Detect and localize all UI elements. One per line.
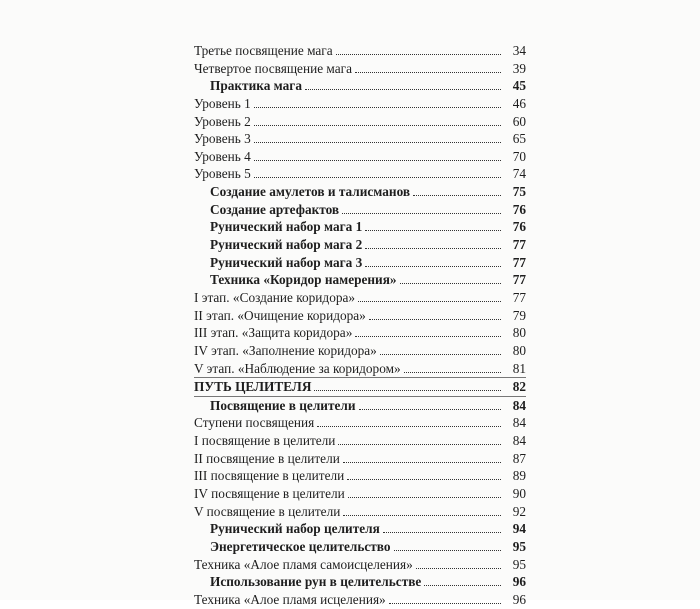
dot-leader: [389, 602, 501, 604]
dot-leader: [424, 584, 501, 586]
toc-page-number: 89: [512, 468, 526, 484]
toc-entry[interactable]: [194, 556, 526, 574]
dot-leader: [416, 567, 501, 569]
toc-entry[interactable]: [194, 503, 526, 521]
dot-leader: [317, 425, 501, 427]
toc-entry[interactable]: [194, 573, 526, 591]
toc-entry[interactable]: [194, 77, 526, 95]
toc-entry[interactable]: [194, 271, 526, 289]
toc-entry-title: Использование рун в целительстве: [210, 574, 422, 590]
toc-entry[interactable]: [194, 397, 526, 415]
dot-leader: [369, 318, 501, 320]
toc-entry-title: II посвящение в целители: [194, 450, 340, 466]
toc-page-number: 60: [512, 113, 526, 129]
toc-entry-title: Техника «Алое пламя самоисцеления»: [194, 556, 413, 572]
dot-leader: [343, 461, 501, 463]
toc-entry-title: Техника «Алое пламя исцеления»: [194, 591, 386, 607]
dot-leader: [358, 300, 501, 302]
dot-leader: [314, 389, 501, 391]
toc-entry-title: Уровень 1: [194, 95, 251, 111]
toc-entry[interactable]: [194, 254, 526, 272]
toc-entry-title: Уровень 4: [194, 148, 251, 164]
toc-entry-title: Уровень 2: [194, 113, 251, 129]
toc-entry-title: V посвящение в целители: [194, 503, 341, 519]
toc-entry[interactable]: [194, 201, 526, 219]
toc-entry-title: II этап. «Очищение коридора»: [194, 307, 366, 323]
dot-leader: [365, 265, 501, 267]
dot-leader: [355, 71, 501, 73]
toc-entry-title: Ступени посвящения: [194, 415, 315, 431]
toc-page-number: 96: [512, 574, 526, 590]
dot-leader: [355, 335, 501, 337]
dot-leader: [305, 88, 501, 90]
toc-entry-title: IV этап. «Заполнение коридора»: [194, 342, 377, 358]
toc-entry-title: Уровень 3: [194, 131, 251, 147]
toc-page-number: 77: [512, 289, 526, 305]
toc-page-number: 65: [512, 131, 526, 147]
toc-entry[interactable]: [194, 485, 526, 503]
toc-page-number: 95: [512, 556, 526, 572]
toc-entry[interactable]: [194, 289, 526, 307]
toc-page-number: 70: [512, 148, 526, 164]
toc-entry[interactable]: [194, 414, 526, 432]
toc-entry-title: Рунический набор мага 1: [210, 219, 363, 235]
toc-entry[interactable]: [194, 165, 526, 183]
toc-page-number: 95: [512, 538, 526, 554]
toc-part-heading[interactable]: [194, 378, 526, 396]
dot-leader: [365, 247, 501, 249]
toc-entry-title: Техника «Коридор намерения»: [210, 272, 397, 288]
toc-page-number: 96: [512, 591, 526, 607]
toc-entry-title: I посвящение в целители: [194, 433, 336, 449]
toc-entry[interactable]: [194, 360, 526, 378]
dot-leader: [359, 408, 501, 410]
toc-section-mage: [194, 42, 526, 377]
dot-leader: [254, 106, 501, 108]
toc-entry-title: Энергетическое целительство: [210, 538, 391, 554]
toc-entry[interactable]: [194, 148, 526, 166]
toc-page-number: 79: [512, 307, 526, 323]
dot-leader: [336, 53, 501, 55]
toc-page-number: 46: [512, 95, 526, 111]
toc-entry[interactable]: [194, 307, 526, 325]
toc-page-number: 75: [512, 184, 526, 200]
toc-entry[interactable]: [194, 342, 526, 360]
toc-entry[interactable]: [194, 520, 526, 538]
dot-leader: [380, 353, 501, 355]
toc-page-number: 94: [512, 521, 526, 537]
toc-page-number: 76: [512, 201, 526, 217]
table-of-contents: [194, 42, 526, 609]
toc-page-number: 92: [512, 503, 526, 519]
toc-entry[interactable]: [194, 432, 526, 450]
dot-leader: [394, 549, 501, 551]
toc-entry[interactable]: [194, 95, 526, 113]
toc-page-number: 84: [512, 397, 526, 413]
toc-page-number: 77: [512, 254, 526, 270]
toc-page-number: 77: [512, 237, 526, 253]
toc-page-number: 34: [512, 43, 526, 58]
toc-page-number: 80: [512, 325, 526, 341]
toc-page-number: 74: [512, 166, 526, 182]
toc-page-number: 90: [512, 486, 526, 502]
dot-leader: [365, 229, 501, 231]
toc-entry-title: ПУТЬ ЦЕЛИТЕЛЯ: [194, 379, 312, 395]
dot-leader: [254, 159, 501, 161]
dot-leader: [343, 514, 501, 516]
toc-page-number: 76: [512, 219, 526, 235]
dot-leader: [254, 141, 501, 143]
toc-entry[interactable]: [194, 450, 526, 468]
dot-leader: [400, 282, 501, 284]
toc-entry-title: Четвертое посвящение мага: [194, 60, 352, 76]
dot-leader: [342, 212, 501, 214]
toc-entry[interactable]: [194, 130, 526, 148]
toc-entry[interactable]: [194, 467, 526, 485]
toc-entry[interactable]: [194, 236, 526, 254]
toc-entry[interactable]: [194, 183, 526, 201]
toc-entry-title: Создание артефактов: [210, 201, 340, 217]
toc-page-number: 84: [512, 415, 526, 431]
toc-page-number: 45: [512, 78, 526, 94]
dot-leader: [347, 478, 501, 480]
toc-entry-title: III этап. «Защита коридора»: [194, 325, 353, 341]
toc-page-number: 77: [512, 272, 526, 288]
dot-leader: [254, 176, 501, 178]
toc-entry-title: III посвящение в целители: [194, 468, 345, 484]
dot-leader: [413, 194, 501, 196]
toc-entry-title: I этап. «Создание коридора»: [194, 289, 356, 305]
dot-leader: [383, 531, 501, 533]
toc-page-number: 84: [512, 433, 526, 449]
toc-entry[interactable]: [194, 60, 526, 78]
toc-entry-title: V этап. «Наблюдение за коридором»: [194, 360, 401, 376]
toc-entry-title: IV посвящение в целители: [194, 486, 345, 502]
toc-page-number: 39: [512, 60, 526, 76]
toc-entry-title: Третье посвящение мага: [194, 43, 333, 58]
dot-leader: [404, 371, 501, 373]
toc-entry-title: Посвящение в целители: [210, 397, 356, 413]
toc-entry[interactable]: [194, 218, 526, 236]
toc-page-number: 82: [512, 379, 526, 395]
toc-entry-title: Рунический набор целителя: [210, 521, 380, 537]
dot-leader: [348, 496, 501, 498]
toc-page-number: 80: [512, 342, 526, 358]
toc-entry[interactable]: [194, 113, 526, 131]
toc-entry-title: Рунический набор мага 3: [210, 254, 363, 270]
dot-leader: [254, 124, 501, 126]
toc-entry-title: Практика мага: [210, 78, 302, 94]
toc-page-number: 87: [512, 450, 526, 466]
toc-section-healer: [194, 397, 526, 609]
dot-leader: [338, 443, 501, 445]
toc-entry[interactable]: [194, 538, 526, 556]
toc-entry[interactable]: [194, 42, 526, 60]
toc-entry-title: Рунический набор мага 2: [210, 237, 363, 253]
toc-entry-title: Уровень 5: [194, 166, 251, 182]
toc-entry-title: Создание амулетов и талисманов: [210, 184, 411, 200]
toc-entry[interactable]: [194, 324, 526, 342]
toc-page-number: 81: [512, 360, 526, 376]
